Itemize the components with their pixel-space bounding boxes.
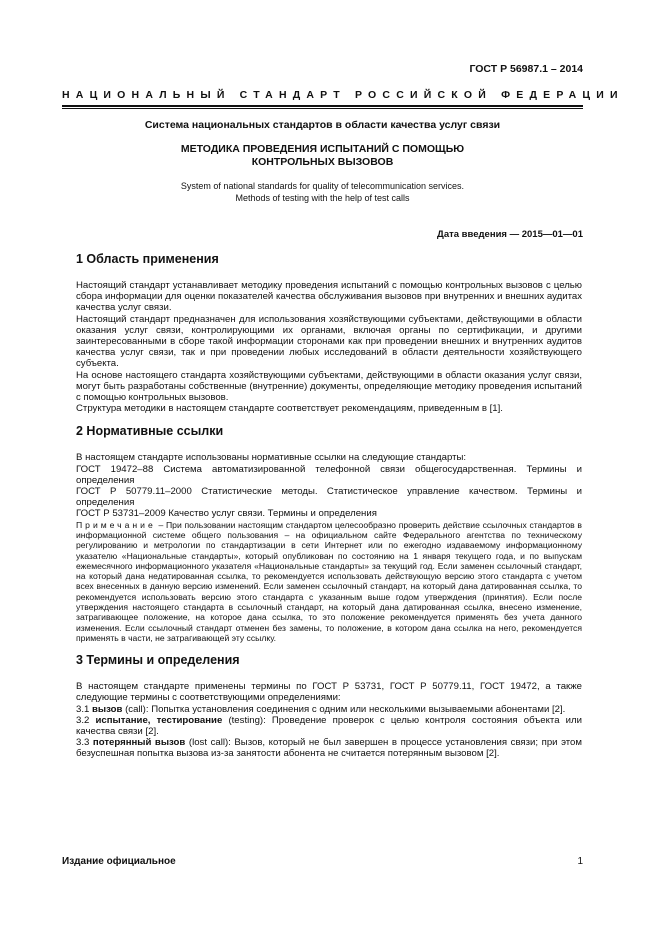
term-name: испытание, тестирование: [95, 714, 223, 726]
term-name: потерянный вызов: [92, 737, 186, 749]
page-number: 1: [577, 856, 583, 867]
section-1-paragraph: [76, 403, 582, 414]
reference-gost-50779: [76, 486, 582, 508]
section-1-p2: Настоящий стандарт предназначен для использования хозяйствующими субъектами, действующими в области оказания услуг связи, контролирующими их органами, включая органы по сертификации, и другими заинтересованными в сборе такой информации сторонами как при проведении внешних и внутренних аудитов качества услуг связи, так и при проведении любых исследований в области деятельности хозяйствующего субъекта.: [76, 313, 582, 370]
section-2-p2: ГОСТ 19472–88 Система автоматизированной телефонной связи общегосударственная. Термины и определения: [76, 463, 582, 486]
main-title-line-1: МЕТОДИКА ПРОВЕДЕНИЯ ИСПЫТАНИЙ С ПОМОЩЬЮ: [180, 143, 465, 155]
section-3-heading: 3 Термины и определения: [76, 653, 240, 668]
term-3-2: [76, 715, 582, 737]
header-rule-thick: [62, 105, 583, 107]
section-1-paragraph: [76, 280, 582, 314]
national-standard-title: НАЦИОНАЛЬНЫЙ СТАНДАРТ РОССИЙСКОЙ ФЕДЕРАЦИИ: [62, 89, 624, 101]
term-definition: (call): Попытка установления соединения с одним или несколькими вызываемыми абонентами [2].: [122, 703, 566, 715]
term-3-3: [76, 737, 582, 759]
section-1-paragraph: [76, 314, 582, 370]
term-number: 3.1: [76, 703, 93, 715]
section-1-paragraph: [76, 370, 582, 404]
term-definition: (lost call): Вызов, который не был завершен в процессе установления связи; при этом безуспешная попытка вызова из-за занятости абонента не считается потерянным вызовом [2].: [76, 737, 582, 760]
section-2-p4: ГОСТ Р 53731–2009 Качество услуг связи. Термины и определения: [76, 508, 377, 520]
reference-gost-19472: [76, 464, 582, 486]
section-1-p3: На основе настоящего стандарта хозяйствующими субъектами, действующими в области оказания услуг связи, могут быть разработаны собственные (внутренние) документы, определяющие методику проведения испытаний с помощью контрольных вызовов.: [76, 369, 582, 404]
term-definition: (testing): Проведение проверок с целью контроля состояния объекта или качества связи [2].: [76, 714, 582, 738]
section-1-p1: Настоящий стандарт устанавливает методику проведения испытаний с помощью контрольных вызовов с целью сбора информации для оценки показателей качества обслуживания вызовов при внутренних и внешних аудитах качества услуг связи.: [76, 280, 582, 314]
note-label: Примечание: [76, 519, 156, 530]
section-2-heading: 2 Нормативные ссылки: [76, 424, 224, 439]
english-title-line-2: Methods of testing with the help of test calls: [235, 192, 410, 203]
section-2-p3: ГОСТ Р 50779.11–2000 Статистические методы. Статистическое управление качеством. Термины и определения: [76, 486, 582, 509]
term-3-1: [76, 704, 582, 715]
term-name: вызов: [92, 703, 123, 715]
term-number: 3.3: [76, 737, 93, 749]
section-1-p4: Структура методики в настоящем стандарте соответствует рекомендациям, приведенным в [1].: [76, 403, 503, 415]
section-2-note: [76, 520, 582, 644]
official-edition-label: Издание официальное: [62, 856, 176, 867]
section-3-p1: В настоящем стандарте применены термины по ГОСТ Р 53731, ГОСТ Р 50779.11, ГОСТ 19472, а также следующие термины с соответствующими определениями:: [76, 681, 582, 704]
document-body: [76, 252, 582, 760]
introduction-date: Дата введения — 2015—01—01: [437, 229, 583, 240]
main-title-line-2: КОНТРОЛЬНЫХ ВЫЗОВОВ: [251, 155, 394, 168]
main-title: [62, 143, 583, 168]
note-text: – При пользовании настоящим стандартом целесообразно проверить действие ссылочных стандартов в информационной системе общего пользования – на официальном сайте Федерального агентства по техническому регулированию и метрологии по стандартизации в сети Интернет или по ежегодно издаваемому информационному указателю «Национальные стандарты», который опубликован по состоянию на 1 января текущего года, и по выпускам ежемесячного информационного указателя «Национальные стандарты» за текущий год. Если заменен ссылочный стандарт, на который дана недатированная ссылка, то рекомендуется использовать действующую версию этого стандарта с учетом всех внесенных в данную версию изменений. Если заменен ссылочный стандарт, на который дана датированная ссылка, то рекомендуется использовать версию этого стандарта с указанным выше годом утверждения (принятия). Если после утверждения настоящего стандарта в ссылочный стандарт, на который дана датированная ссылка, внесено изменение, затрагивающее положение, на которое дана ссылка, то это положение рекомендуется применять без учета данного изменения. Если ссылочный стандарт отменен без замены, то положение, в котором дана ссылка на него, рекомендуется применять в части, не затрагивающей эту ссылку.: [76, 519, 582, 643]
section-1-heading: 1 Область применения: [76, 252, 219, 266]
reference-gost-53731: [76, 508, 582, 519]
english-title: [62, 181, 583, 204]
section-2-p1: В настоящем стандарте использованы нормативные ссылки на следующие стандарты:: [76, 452, 467, 464]
gost-code: ГОСТ Р 56987.1 – 2014: [469, 63, 583, 75]
header-rule-thin: [62, 108, 583, 109]
english-title-line-1: System of national standards for quality of telecommunication services.: [180, 181, 465, 191]
section-2-paragraph: [76, 452, 582, 463]
term-number: 3.2: [76, 714, 96, 726]
section-3-paragraph: [76, 681, 582, 703]
system-title: Система национальных стандартов в области качества услуг связи: [144, 119, 501, 131]
